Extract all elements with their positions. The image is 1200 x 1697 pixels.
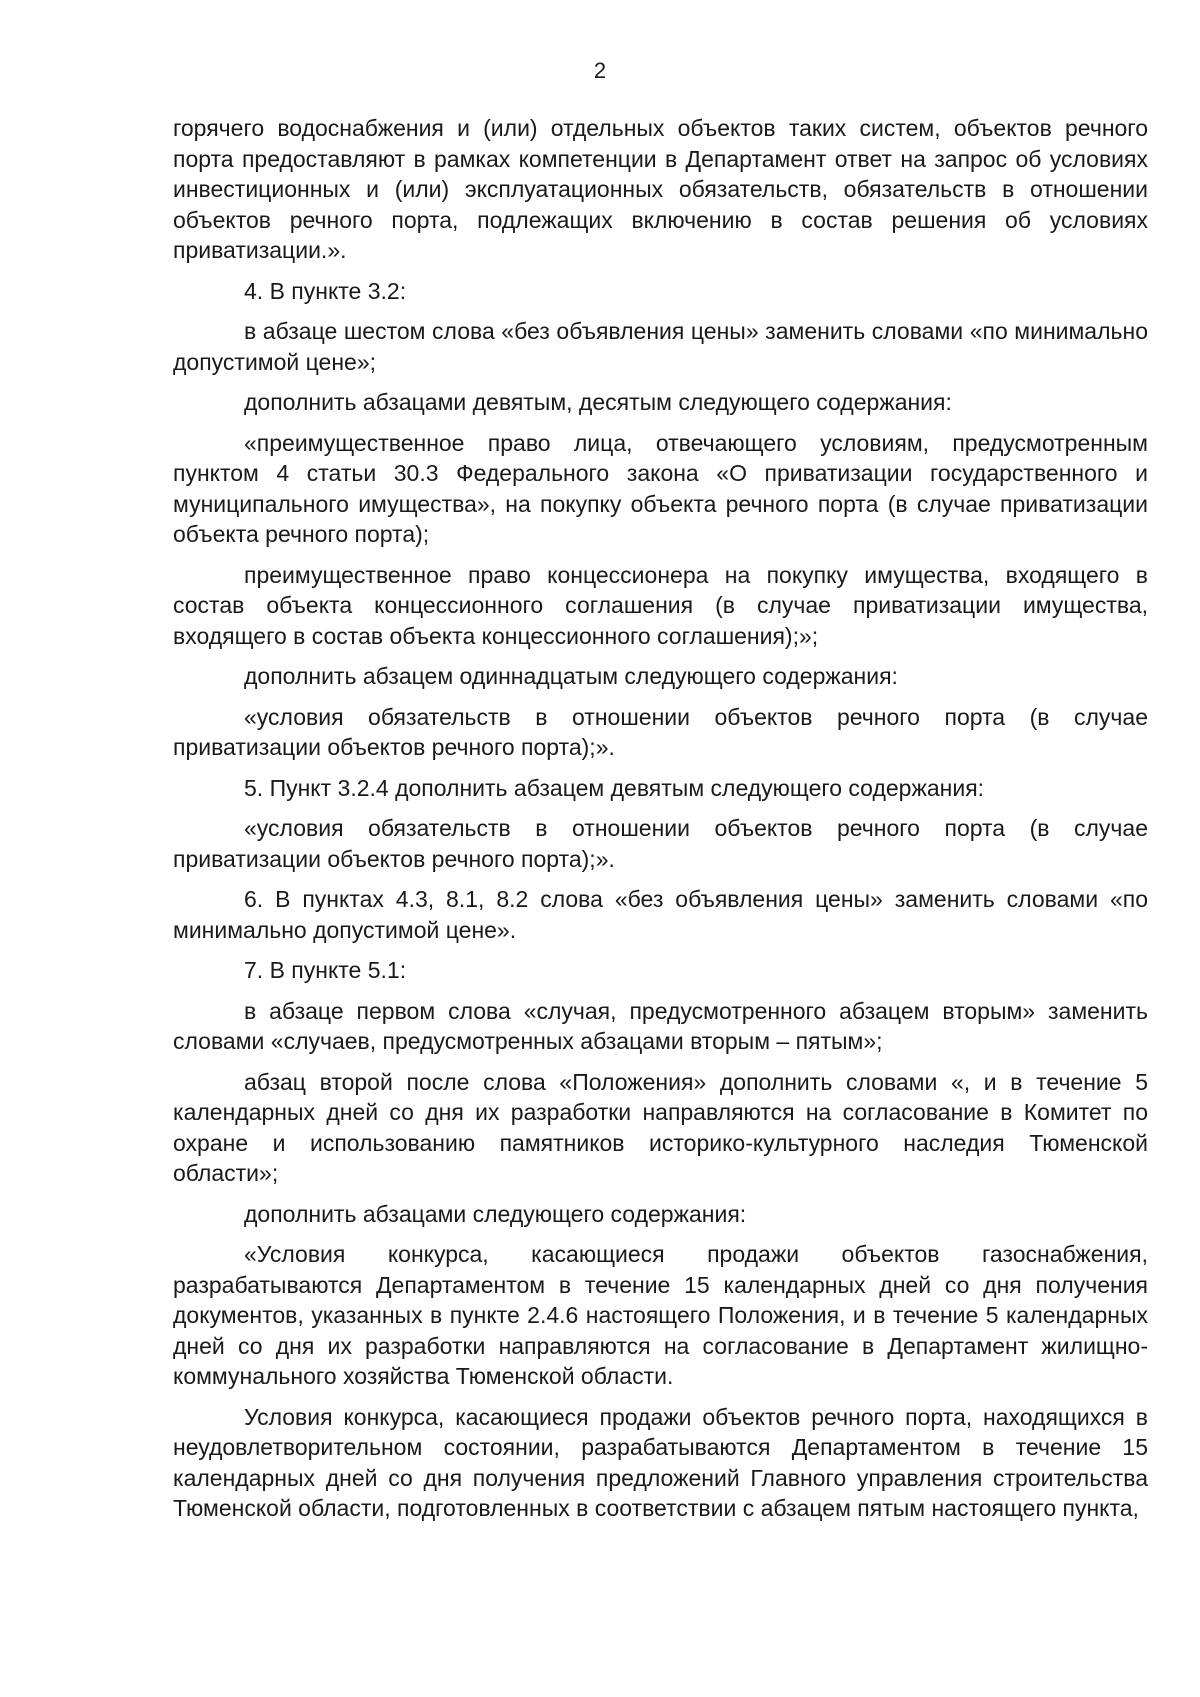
paragraph-item-7: 7. В пункте 5.1: [244,957,407,983]
paragraph: преимущественное право концессионера на покупку имущества, входящего в состав объекта концессионного соглашения (в случае приватизации имущества, входящего в состав объекта концессионного соглашения);»; [173,561,1148,649]
paragraph: «условия обязательств в отношении объектов речного порта (в случае приватизации объектов речного порта);». [173,703,1148,760]
paragraph-item-6: 6. В пунктах 4.3, 8.1, 8.2 слова «без объявления цены» заменить словами «по минимально допустимой цене». [173,886,1148,943]
paragraph: дополнить абзацем одиннадцатым следующего содержания: [244,663,898,689]
paragraph: абзац второй после слова «Положения» дополнить словами «, и в течение 5 календарных дней со дня их разработки направляются на согласование в Комитет по охране и использованию памятников историко-культурного наследия Тюменской области»; [173,1068,1148,1186]
paragraph: «условия обязательств в отношении объектов речного порта (в случае приватизации объектов речного порта);». [173,815,1148,872]
paragraph: в абзаце шестом слова «без объявления цены» заменить словами «по минимально допустимой цене»; [173,318,1148,375]
page-number: 2 [593,58,607,83]
paragraph: дополнить абзацами следующего содержания: [244,1200,747,1227]
paragraph: «Условия конкурса, касающиеся продажи объектов газоснабжения, разрабатываются Департаментом в течение 15 календарных дней со дня получения документов, указанных в пункте 2.4.6 настоящего Положения, и в течение 5 календарных дней со дня их разработки направляются на согласование в Департамент жилищно-коммунального хозяйства Тюменской области. [173,1241,1148,1389]
paragraph: дополнить абзацами девятым, десятым следующего содержания: [244,389,952,415]
paragraph-continuation: горячего водоснабжения и (или) отдельных объектов таких систем, объектов речного порта предоставляют в рамках компетенции в Департамент ответ на запрос об условиях инвестиционных и (или) эксплуатационных обязательств, обязательств в отношении объектов речного порта, подлежащих включению в состав решения об условиях приватизации.». [173,115,1148,263]
document-body [173,113,1148,1534]
paragraph-item-4: 4. В пункте 3.2: [244,277,407,304]
paragraph-item-5: 5. Пункт 3.2.4 дополнить абзацем девятым следующего содержания: [244,774,985,801]
paragraph: «преимущественное право лица, отвечающего условиям, предусмотренным пунктом 4 статьи 30.3 Федерального закона «О приватизации государственного и муниципального имущества», на покупку объекта речного порта (в случае приватизации объекта речного порта); [173,429,1148,547]
paragraph: Условия конкурса, касающиеся продажи объектов речного порта, находящихся в неудовлетворительном состоянии, разрабатываются Департаментом в течение 15 календарных дней со дня получения предложений Главного управления строительства Тюменской области, подготовленных в соответствии с абзацем пятым настоящего пункта, [173,1403,1148,1521]
paragraph: в абзаце первом слова «случая, предусмотренного абзацем вторым» заменить словами «случаев, предусмотренных абзацами вторым – пятым»; [173,997,1148,1054]
